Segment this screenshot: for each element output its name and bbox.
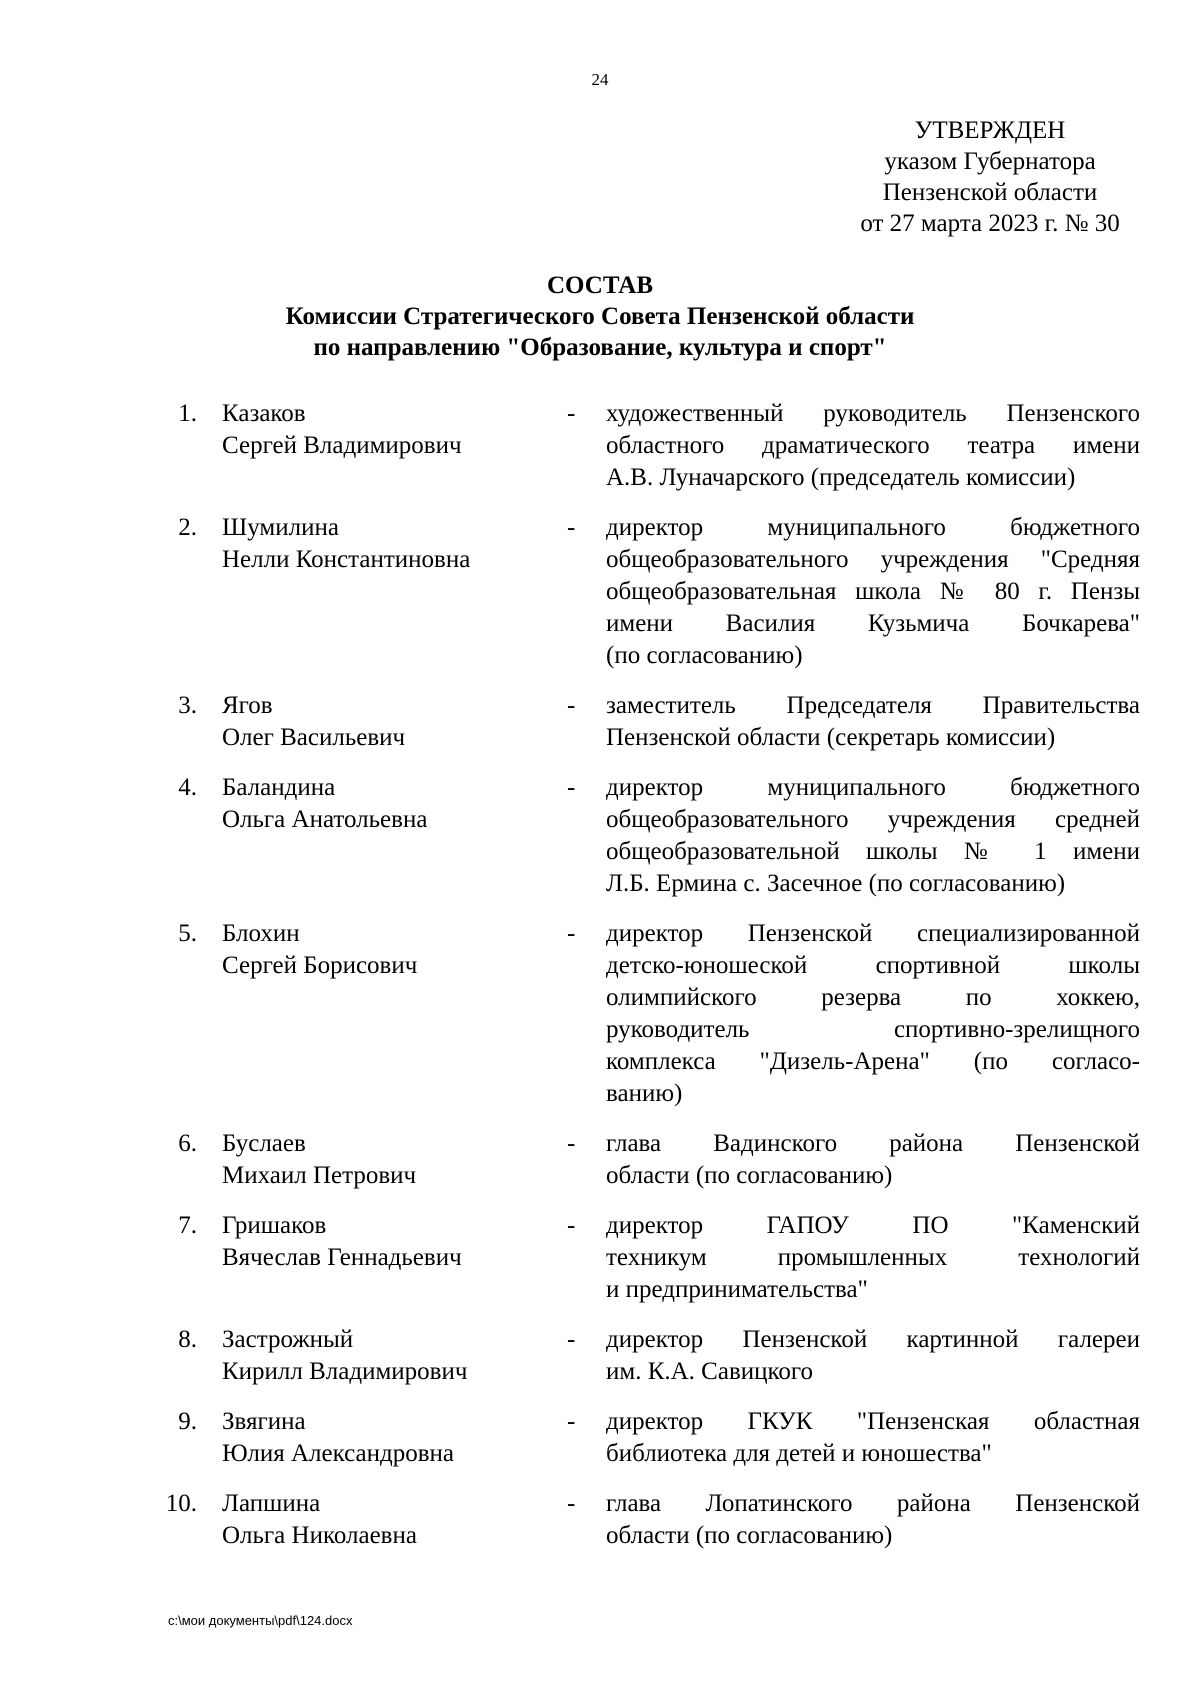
position-line: А.В. Луначарского (председатель комиссии) bbox=[606, 464, 1076, 491]
position-line: им. К.А. Савицкого bbox=[606, 1358, 814, 1385]
member-separator: - bbox=[567, 514, 576, 541]
member-name bbox=[222, 1488, 552, 1552]
position-line: глава Вадинского района Пензенской bbox=[606, 1130, 1140, 1157]
position-line: директор Пензенской специализированной bbox=[606, 920, 1140, 947]
position-line: директор ГАПОУ ПО "Каменский bbox=[606, 1212, 1140, 1239]
position-line: Пензенской области (секретарь комиссии) bbox=[606, 724, 1056, 751]
member-given-names: Сергей Владимирович bbox=[222, 432, 462, 459]
member-position bbox=[606, 1210, 1140, 1306]
member-surname: Казаков bbox=[222, 400, 306, 427]
member-given-names: Вячеслав Геннадьевич bbox=[222, 1244, 462, 1271]
position-line: области (по согласованию) bbox=[606, 1522, 893, 1549]
member-number: 5. bbox=[178, 920, 197, 947]
member-name bbox=[222, 1210, 552, 1274]
member-given-names: Сергей Борисович bbox=[222, 952, 418, 979]
title-line: по направлению "Образование, культура и спорт" bbox=[313, 334, 887, 361]
member-position bbox=[606, 1324, 1140, 1388]
member-surname: Гришаков bbox=[222, 1212, 327, 1239]
member-given-names: Ольга Николаевна bbox=[222, 1522, 417, 1549]
member-separator: - bbox=[567, 1408, 576, 1435]
position-line: техникум промышленных технологий bbox=[606, 1244, 1140, 1271]
member-surname: Застрожный bbox=[222, 1326, 354, 1353]
position-line: заместитель Председателя Правительства bbox=[606, 692, 1140, 719]
member-position bbox=[606, 772, 1140, 900]
member-number: 8. bbox=[178, 1326, 197, 1353]
member-separator: - bbox=[567, 1326, 576, 1353]
member-number: 3. bbox=[178, 692, 197, 719]
member-surname: Ягов bbox=[222, 692, 273, 719]
member-name bbox=[222, 512, 552, 576]
position-line: олимпийского резерва по хоккею, bbox=[606, 984, 1140, 1011]
title-line: Комиссии Стратегического Совета Пензенской области bbox=[285, 303, 915, 330]
member-position bbox=[606, 512, 1140, 672]
member-given-names: Ольга Анатольевна bbox=[222, 806, 428, 833]
member-number: 1. bbox=[178, 400, 197, 427]
page-number: 24 bbox=[591, 70, 609, 89]
position-line: художественный руководитель Пензенского bbox=[606, 400, 1140, 427]
approval-line: от 27 марта 2023 г. № 30 bbox=[860, 210, 1120, 237]
member-surname: Лапшина bbox=[222, 1490, 321, 1517]
file-path-footer: c:\мои документы\pdf\124.docx bbox=[168, 1613, 353, 1628]
position-line: руководитель спортивно-зрелищного bbox=[606, 1016, 1140, 1043]
member-position bbox=[606, 398, 1140, 494]
member-separator: - bbox=[567, 920, 576, 947]
member-position bbox=[606, 1128, 1140, 1192]
position-line: общеобразовательного учреждения средней bbox=[606, 806, 1140, 833]
member-given-names: Юлия Александровна bbox=[222, 1440, 454, 1467]
member-name bbox=[222, 398, 552, 462]
position-line: общеобразовательная школа № 80 г. Пензы bbox=[606, 578, 1140, 605]
position-line: директор муниципального бюджетного bbox=[606, 774, 1140, 801]
approval-line: Пензенской области bbox=[882, 179, 1098, 206]
position-line: директор ГКУК "Пензенская областная bbox=[606, 1408, 1140, 1435]
member-number: 2. bbox=[178, 514, 197, 541]
position-line: имени Василия Кузьмича Бочкарева" bbox=[606, 610, 1140, 637]
approval-line: УТВЕРЖДЕН bbox=[914, 117, 1066, 144]
member-surname: Звягина bbox=[222, 1408, 306, 1435]
member-separator: - bbox=[567, 774, 576, 801]
member-name bbox=[222, 772, 552, 836]
approval-stamp bbox=[770, 115, 1200, 239]
position-line: библиотека для детей и юношества" bbox=[606, 1440, 992, 1467]
member-name bbox=[222, 1128, 552, 1192]
position-line: Л.Б. Ермина с. Засечное (по согласованию) bbox=[606, 870, 1066, 897]
position-line: областного драматического театра имени bbox=[606, 432, 1140, 459]
member-given-names: Кирилл Владимирович bbox=[222, 1358, 468, 1385]
member-surname: Буслаев bbox=[222, 1130, 306, 1157]
position-line: (по согласованию) bbox=[606, 642, 803, 669]
member-position bbox=[606, 1488, 1140, 1552]
member-number: 10. bbox=[165, 1490, 197, 1517]
member-number: 7. bbox=[178, 1212, 197, 1239]
position-line: области (по согласованию) bbox=[606, 1162, 893, 1189]
document-title bbox=[0, 270, 1200, 363]
member-position bbox=[606, 918, 1140, 1110]
member-surname: Баландина bbox=[222, 774, 336, 801]
member-separator: - bbox=[567, 1490, 576, 1517]
member-name bbox=[222, 1406, 552, 1470]
approval-line: указом Губернатора bbox=[884, 148, 1096, 175]
member-given-names: Олег Васильевич bbox=[222, 724, 406, 751]
member-separator: - bbox=[567, 1212, 576, 1239]
position-line: глава Лопатинского района Пензенской bbox=[606, 1490, 1140, 1517]
title-line: СОСТАВ bbox=[546, 272, 654, 299]
member-name bbox=[222, 918, 552, 982]
member-separator: - bbox=[567, 692, 576, 719]
member-position bbox=[606, 1406, 1140, 1470]
position-line: директор Пензенской картинной галереи bbox=[606, 1326, 1140, 1353]
member-separator: - bbox=[567, 1130, 576, 1157]
position-line: и предпринимательства" bbox=[606, 1276, 868, 1303]
member-number: 4. bbox=[178, 774, 197, 801]
member-number: 6. bbox=[178, 1130, 197, 1157]
position-line: детско-юношеской спортивной школы bbox=[606, 952, 1140, 979]
position-line: общеобразовательного учреждения "Средняя bbox=[606, 546, 1140, 573]
position-line: директор муниципального бюджетного bbox=[606, 514, 1140, 541]
member-given-names: Михаил Петрович bbox=[222, 1162, 417, 1189]
position-line: общеобразовательной школы № 1 имени bbox=[606, 838, 1140, 865]
member-position bbox=[606, 690, 1140, 754]
member-number: 9. bbox=[178, 1408, 197, 1435]
position-line: ванию) bbox=[606, 1080, 683, 1107]
member-name bbox=[222, 690, 552, 754]
member-given-names: Нелли Константиновна bbox=[222, 546, 471, 573]
member-separator: - bbox=[567, 400, 576, 427]
member-name bbox=[222, 1324, 552, 1388]
member-surname: Шумилина bbox=[222, 514, 339, 541]
position-line: комплекса "Дизель-Арена" (по согласо- bbox=[606, 1048, 1140, 1075]
member-surname: Блохин bbox=[222, 920, 300, 947]
